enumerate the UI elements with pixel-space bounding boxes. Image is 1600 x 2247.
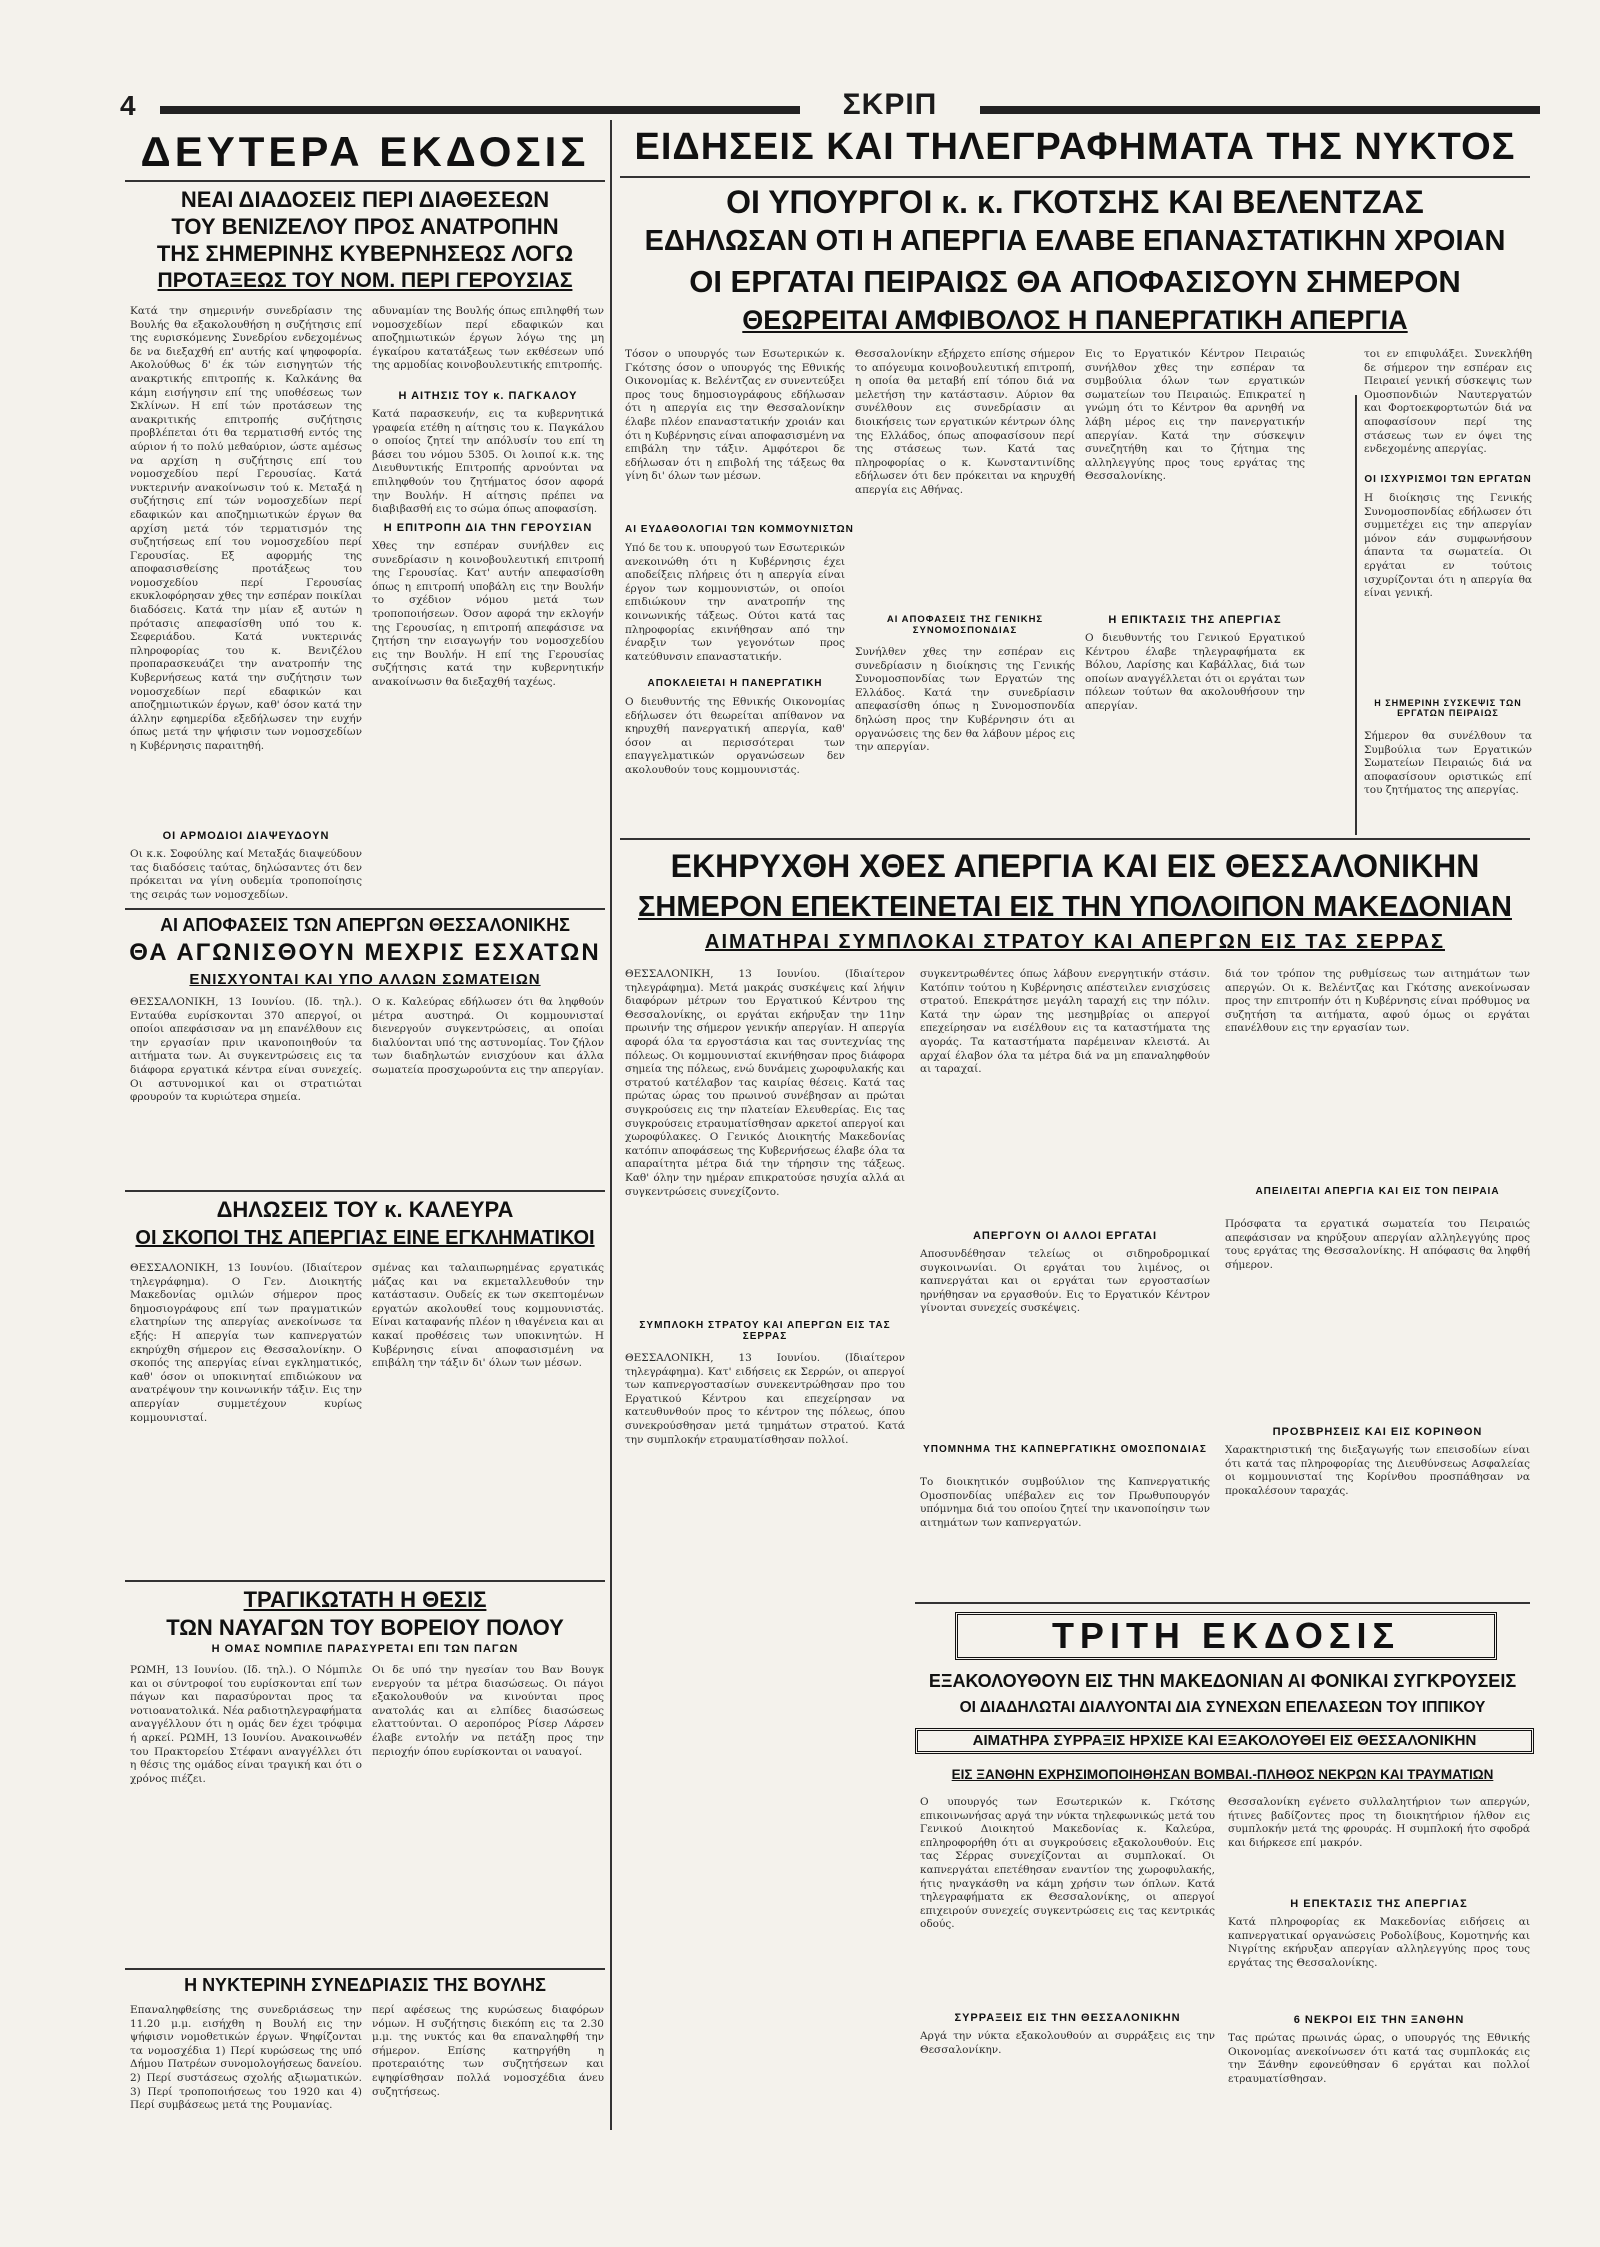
- kalevras-subhead: ΟΙ ΣΚΟΠΟΙ ΤΗΣ ΑΠΕΡΓΙΑΣ ΕΙΝΕ ΕΓΚΛΗΜΑΤΙΚΟΙ: [135, 1227, 595, 1249]
- xanthi-dead-body: Τας πρώτας πρωινάς ώρας, ο υπουργός της Εθνικής Οικονομίας ανεκοίνωσεν ότι κατά τας συμπλοκάς εις την Ξάνθην εφονεύθησαν 6 εργάται και πολλοί ετραυματίσθησαν.: [1228, 2032, 1530, 2085]
- piraeus-headline: ΟΙ ΕΡΓΑΤΑΙ ΠΕΙΡΑΙΩΣ ΘΑ ΑΠΟΦΑΣΙΣΟΥΝ ΣΗΜΕΡΟΝ: [689, 264, 1461, 299]
- second-edition-body-col2: αδυναμίαν της Βουλής όπως επιληφθή των νομοσχεδίων περί εδαφικών και αποζημιωτικών έργων λόγω της μη έγκαίρου κατατάξεως των εκθέσεων υπό της αρμοδίας κοινοβουλευτικής επιτροπής.: [372, 305, 604, 372]
- night-news-body-col3: Εις το Εργατικόν Κέντρον Πειραιώς συνήλθον χθες την εσπέραν τα συμβούλια όλων των εργατικών σωματείων του Πειραιώς. Επικρατεί η γνώμη ότι το Κέντρον θα αρνηθή να λάβη μέρος εις την πανεργατικήν απεργίαν. Κατά την σύσκεψιν συνεζητήθη και το ζήτημα της αλληλεγγύης προς τους εργάτας της Θεσσαλονίκης.: [1085, 348, 1305, 483]
- thessaloniki-body-col1: ΘΕΣΣΑΛΟΝΙΚΗ, 13 Ιουνίου. (Ιδιαίτερον τηλεγράφημα). Μετά μακράς συσκέψεις καί λήψιν διαφόρων μέτρων του Εργατικού Κέντρου της Θεσσαλονίκης, οι εργάται εκήρυξαν την 11ην πρωινήν της σήμερον γενικήν απεργίαν. Η απεργία αφορά όλα τα εργοστάσια και τας συντεχνίας της πόλεως. Οι κομμουνισταί εκινήθησαν προς διάφορα σημεία της πόλεως, ενώ δυνάμεις χωροφυλακής και στρατού κατέλαβον τας καιρίας θέσεις. Κατά τας πρώτας ώρας του πρωινού συνέβησαν αι πρώται συγκρούσεις εις την πλατείαν Ελευθερίας. Εις τας συγκρούσεις ετραυματίσθησαν αρκετοί απεργοί και χωροφύλακες. Ο Γενικός Διοικητής Μακεδονίας κατόπιν αποφάσεως της Κυβερνήσεως έλαβε όλα τα απαραίτητα μέτρα διά την τήρησιν της τάξεως. Καθ' όλην την ημέραν επικρατούσε ησυχία αλλά αι συγκεντρώσεις συνεχίζοντο.: [625, 968, 905, 1198]
- senate-committee-crosshead: Η ΕΠΙΤΡΟΠΗ ΔΙΑ ΤΗΝ ΓΕΡΟΥΣΙΑΝ: [383, 522, 593, 534]
- other-workers-body: Αποσυνδέθησαν τελείως οι σιδηροδρομικαί συγκοινωνίαι. Οι εργάται του λιμένος, οι καπνεργάται και οι εργάται των εργοστασίων ηρνήθησαν να εργασθούν. Εις το Εργατικόν Κέντρον γίνονται συνεχείς συσκέψεις.: [920, 1248, 1210, 1315]
- second-edition-subhead-1: ΝΕΑΙ ΔΙΑΔΟΣΕΙΣ ΠΕΡΙ ΔΙΑΘΕΣΕΩΝ: [180, 187, 550, 212]
- thessaloniki-clash-headline: ΑΙΜΑΤΗΡΑ ΣΥΡΡΑΞΙΣ ΗΡΧΙΣΕ ΚΑΙ ΕΞΑΚΟΛΟΥΘΕΙ ΕΙΣ ΘΕΣΣΑΛΟΝΙΚΗΝ: [972, 1732, 1477, 1749]
- xanthi-headline: ΕΙΣ ΞΑΝΘΗΝ ΕΧΡΗΣΙΜΟΠΟΙΗΘΗΣΑΝ ΒΟΜΒΑΙ.-ΠΛΗΘΟΣ ΝΕΚΡΩΝ ΚΑΙ ΤΡΑΥΜΑΤΙΩΝ: [951, 1767, 1494, 1782]
- masthead-rule-right: [980, 106, 1540, 114]
- ministers-headline: ΟΙ ΥΠΟΥΡΓΟΙ κ. κ. ΓΚΟΤΣΗΣ ΚΑΙ ΒΕΛΕΝΤΖΑΣ: [726, 184, 1424, 220]
- general-strike-headline: ΘΕΩΡΕΙΤΑΙ ΑΜΦΙΒΟΛΟΣ Η ΠΑΝΕΡΓΑΤΙΚΗ ΑΠΕΡΓΙΑ: [742, 305, 1408, 335]
- communists-crosshead: ΑΙ ΕΥΔΑΘΟΛΟΓΙΑΙ ΤΩΝ ΚΟΜΜΟΥΝΙΣΤΩΝ: [625, 524, 854, 535]
- serres-clash-crosshead: ΣΥΜΠΛΟΚΗ ΣΤΡΑΤΟΥ ΚΑΙ ΑΠΕΡΓΩΝ ΕΙΣ ΤΑΣ ΣΕΡΡΑΣ: [639, 1320, 891, 1342]
- strike-extension-crosshead: Η ΕΠΕΚΤΑΣΙΣ ΤΗΣ ΑΠΕΡΓΙΑΣ: [1290, 1898, 1468, 1910]
- polar-subhead: ΤΩΝ ΝΑΥΑΓΩΝ ΤΟΥ ΒΟΡΕΙΟΥ ΠΟΛΟΥ: [166, 1615, 564, 1640]
- communists-body: Υπό δε του κ. υπουργού των Εσωτερικών ανεκοινώθη ότι η Κυβέρνησις έχει αποδείξεις πλήρεις ότι η απεργία είναι έργον των κομμουνιστών, οι οποίοι επιδιώκουν την ανατροπήν της κοινωνικής τάξεως. Ούτοι κατά τας πληροφορίας εκινήθησαν από την έναρξιν των γεγονότων προς κατεύθυνσιν επαναστατικήν.: [625, 542, 845, 663]
- thessaloniki-clash-box: [915, 1728, 1534, 1754]
- night-news-body-col2: Θεσσαλονίκην εξήρχετο επίσης σήμερον το απόγευμα κοινοβουλευτική επιτροπή, η οποία θα μεταβή επί τόπου διά να μελετήση την κατάστασιν. Αύριον θα συνέλθουν εις συνεδρίασιν αι διοικήσεις των εργατικών κέντρων όλης της Ελλάδος, όπως αποφασίσουν περί της στάσεως των. Κατά τας πληροφορίας ο κ. Κωνσταντινίδης εδήλωσεν ότι δεν πρόκειται να κηρυχθή απεργία εις Αθήνας.: [855, 348, 1075, 496]
- thessaloniki-body-col3: διά τον τρόπον της ρυθμίσεως των αιτημάτων των απεργών. Οι κ. Βελέντζας και Γκότσης ανεκοίνωσαν προς την επιτροπήν ότι η Κυβέρνησις είναι πρόθυμος να συζητήση τα αιτήματα, αφού όμως οι εργάται επανέλθουν εις την εργασίαν των.: [1225, 968, 1530, 1035]
- corinth-body: Χαρακτηριστική της διεξαγωγής των επεισοδίων είναι ότι κατά τας πληροφορίας της Διευθύνσεως Ασφαλείας οι κομμουνισταί της Κορίνθου προσπάθησαν να προκαλέσουν ταραχάς.: [1225, 1444, 1530, 1497]
- general-excluded-body: Ο διευθυντής της Εθνικής Οικονομίας εδήλωσεν ότι θεωρείται απίθανον να κηρυχθή πανεργατική απεργία, καθ' όσον αι περισσότεραι των επαγγελματικών οργανώσεων δεν ακολουθούν τους κομμουνιστάς.: [625, 696, 845, 776]
- serres-clashes-headline: ΑΙΜΑΤΗΡΑΙ ΣΥΜΠΛΟΚΑΙ ΣΤΡΑΤΟΥ ΚΑΙ ΑΠΕΡΓΩΝ ΕΙΣ ΤΑΣ ΣΕΡΡΑΣ: [705, 931, 1445, 953]
- parliament-body-col1: Επαναληφθείσης της συνεδριάσεως την 11.20 μ.μ. εισήχθη η Βουλή εις την ψήφισιν νομοθετικών έργων. Ψηφίζονται τα νομοσχέδια 1) Περί κυρώσεως της υπό Δήμου Πατρέων συνομολογήσεως δανείου. 2) Περί συστάσεως σχολής αξιωματικών. 3) Περί τροποποιήσεως του 1920 και 4) Περί συμβάσεως μετά της Ρουμανίας.: [130, 2004, 362, 2112]
- extension-crosshead: Η ΕΠΙΚΤΑΣΙΣ ΤΗΣ ΑΠΕΡΓΙΑΣ: [1108, 614, 1282, 626]
- thessaloniki-body-col2: συγκεντρωθέντες όπως λάβουν ενεργητικήν στάσιν. Κατόπιν τούτου η Κυβέρνησις απέστειλεν ενισχύσεις στρατού. Επεκράτησε μεγάλη ταραχή εις την πόλιν. Κατά την ώραν της μεσημβρίας οι απεργοί επεχείρησαν να εισέλθουν εις τα καταστήματα της αγοράς. Τα καταστήματα παρέμειναν κλειστά. Αι αρχαί έλαβον όλα τα μέτρα διά να μη επαναληφθούν αι ταραχαί.: [920, 968, 1210, 1076]
- pangalos-crosshead: Η ΑΙΤΗΣΙΣ ΤΟΥ κ. ΠΑΓΚΑΛΟΥ: [398, 390, 578, 402]
- piraeus-meeting-body: Σήμερον θα συνέλθουν τα Συμβούλια των Εργατικών Σωματείων Πειραιώς διά να αποφασίσουν οριστικώς επί του ζητήματος της απεργίας.: [1364, 730, 1532, 797]
- strike-decisions-subhead: ΘΑ ΑΓΩΝΙΣΘΟΥΝ ΜΕΧΡΙΣ ΕΣΧΑΤΩΝ: [129, 939, 601, 966]
- strike-decisions-body-col1: ΘΕΣΣΑΛΟΝΙΚΗ, 13 Ιουνίου. (Ιδ. τηλ.). Ενταύθα ευρίσκονται 370 απεργοί, οι οποίοι απεφάσισαν να μη επανέλθουν εις την εργασίαν πριν ικανοποιηθούν τα αιτήματα των. Αι συγκεντρώσεις εις τα διάφορα εργατικά κέντρα είναι συνεχείς. Οι αστυνομικοί και οι στρατιώται φρουρούν τα κυριώτερα σημεία.: [130, 996, 362, 1104]
- second-edition-body-col1: Κατά την σημερινήν συνεδρίασιν της Βουλής θα εξακολουθήση η συζήτησις επί της ευρισκόμενης Συνεδρίου ενδεχομένως δε να διεξαχθή επ' αυτής καί ψηφοφορία. Ακολούθως δ' έκ τών εισηγητών τής ανακρτικής επιτροπής κ. Καλκάνης θα κάμη εισήγησιν επί της υποθέσεως των Σκλίνων. Η επί τών προτάσεων της ανακριτικής επιτροπής συζήτησις προβλέπεται ότι θα τερματισθή εντός της αύριον ή το πολύ μεθαύριον, ώστε αμέσως να αρχίση η συζήτησις επί του νομοσχεδίου περί Γερουσίας. Κατά νυκτερινήν ανακοίνωσιν τού κ. Μεταξά η συζήτησις επί τών νομοσχεδίων περί εδαφικών και αποζημιωτικών έργων θα αρχίση μετά τόν τερματισμόν της συζητήσεως επί του νομοσχεδίου περί Γερουσίας. Εξ αφορμής της αποφασισθείσης προτάξεως του νομοσχεδίου περί Γερουσίας εκυκλοφόρησαν χθες την εσπέραν ποικίλαι διαδόσεις. Κατά την μίαν εξ αυτών η πρότασις απεφασίσθη υπό του κ. Σεφεριάδου. Κατά νυκτερινάς πληροφορίας του κ. Βενιζέλου προπαρασκευάζει την ανατροπήν της Κυβερνήσεως κατά την συζήτησιν των νομοσχεδίων περί εδαφικών και αποζημιωτικών έργων, καθ' όσον κατά την άλλην εφημερίδα εξεδήλωσεν την ευχήν όπως μετά την ψήφισιν των νομοσχεδίων η Κυβέρνησις παραιτηθή.: [130, 305, 362, 752]
- second-edition-subhead-2: ΤΟΥ ΒΕΝΙΖΕΛΟΥ ΠΡΟΣ ΑΝΑΤΡΟΠΗΝ: [171, 214, 559, 239]
- third-edition-body-col2: Θεσσαλονίκη εγένετο συλλαλητήριον των απεργών, ήτινες βαδίζοντες προς τη διοικητήριον ήλθον εις συμπλοκήν μετά της φρουράς. Η συμπλοκή ήτο σφοδρά και διήρκεσε επί μακρόν.: [1228, 1796, 1530, 1849]
- third-edition-title: ΤΡΙΤΗ ΕΚΔΟΣΙΣ: [1051, 1615, 1401, 1656]
- memorandum-crosshead: ΥΠΟΜΝΗΜΑ ΤΗΣ ΚΑΠΝΕΡΓΑΤΙΚΗΣ ΟΜΟΣΠΟΝΔΙΑΣ: [923, 1444, 1207, 1455]
- rule: [125, 908, 605, 910]
- workers-claims-crosshead: ΟΙ ΙΣΧΥΡΙΣΜΟΙ ΤΩΝ ΕΡΓΑΤΩΝ: [1364, 474, 1532, 485]
- kalevras-body-col2: σμένας και ταλαιπωρημένας εργατικάς μάζας και να εκμεταλλευθούν την κατάστασιν. Ουδείς εκ των σκεπτομένων εργατών ακολουθεί τους κομμουνιστάς. Είναι καταφανής πλέον η ιθαγένεια και αι κακαί προθέσεις των υποκινητών. Η Κυβέρνησις είναι αποφασισμένη να επιβάλη την τάξιν δι' όλων των μέσων.: [372, 1262, 604, 1370]
- rule: [125, 1190, 605, 1192]
- third-edition-body-col1: Ο υπουργός των Εσωτερικών κ. Γκότσης επικοινωνήσας αργά την νύκτα τηλεφωνικώς μετά του Γενικού Διοικητού Μακεδονίας κ. Καλεύρα, επληροφορήθη ότι αι συγκρούσεις εξακολουθούν. Εις τας Σέρρας συνεχίζονται αι συμπλοκαί. Οι καπνεργάται επετέθησαν εναντίον της χωροφυλακής, ήτις ηναγκάσθη να κάμη χρήσιν των όπλων. Κατά τηλεγραφήματα εκ Θεσσαλονίκης, οι απεργοί επιχειρούν συνεχείς συγκεντρώσεις εις τας κεντρικάς οδούς.: [920, 1796, 1215, 1931]
- piraeus-meeting-crosshead: Η ΣΗΜΕΡΙΝΗ ΣΥΣΚΕΨΙΣ ΤΩΝ ΕΡΓΑΤΩΝ ΠΕΙΡΑΙΩΣ: [1374, 698, 1522, 718]
- column-divider-center: [1355, 395, 1357, 835]
- second-edition-crosshead-body: Οι κ.κ. Σοφούλης καί Μεταξάς διαψεύδουν τας διαδόσεις ταύτας, δηλώσαντες ότι δεν πρόκειται να γίνη ουδεμία τροποποίησις της σειράς των νομοσχεδίων.: [130, 848, 362, 900]
- kalevras-title: ΔΗΛΩΣΕΙΣ ΤΟΥ κ. ΚΑΛΕΥΡΑ: [216, 1197, 514, 1222]
- polar-body-col1: ΡΩΜΗ, 13 Ιουνίου. (Ιδ. τηλ.). Ο Νόμπιλε και οι σύντροφοί του ευρίσκονται επί των πάγων και παρασύρονται προς τα νοτιοανατολικά. Νέα ραδιοτηλεγραφήματα αναγγέλλουν ότι η ομάς δεν έχει τρόφιμα ή αρκεί. ΡΩΜΗ, 13 Ιουνίου. Ανακοινωθέν του Πρακτορείου Στέφανι αναγγέλλει ότι η θέσις της ομάδος είναι τραγική και ότι ο χρόνος πιέζει.: [130, 1664, 362, 1785]
- strike-decisions-body-col2: Ο κ. Καλεύρας εδήλωσεν ότι θα ληφθούν μέτρα αυστηρά. Οι κομμουνισταί διενεργούν συγκεντρώσεις, αι οποίαι διαλύονται υπό της αστυνομίας. Τον ζήλον των διαδηλωτών ενισχύουν και άλλα σωματεία προσχωρούντα εις την απεργίαν.: [372, 996, 604, 1076]
- thessaloniki-strike-headline: ΕΚΗΡΥΧΘΗ ΧΘΕΣ ΑΠΕΡΓΙΑ ΚΑΙ ΕΙΣ ΘΕΣΣΑΛΟΝΙΚΗΝ: [670, 848, 1480, 884]
- piraeus-threat-body: Πρόσφατα τα εργατικά σωματεία του Πειραιώς απεφάσισαν να κηρύξουν απεργίαν αλληλεγγύης προς τους εργάτας της Θεσσαλονίκης. Η απόφασις θα ληφθή σήμερον.: [1225, 1218, 1530, 1271]
- macedonia-extension-headline: ΣΗΜΕΡΟΝ ΕΠΕΚΤΕΙΝΕΤΑΙ ΕΙΣ ΤΗΝ ΥΠΟΛΟΙΠΟΝ ΜΑΚΕΔΟΝΙΑΝ: [638, 891, 1512, 923]
- strike-decisions-subhead-2: ΕΝΙΣΧΥΟΝΤΑΙ ΚΑΙ ΥΠΟ ΑΛΛΩΝ ΣΩΜΑΤΕΙΩΝ: [189, 971, 541, 988]
- parliament-title: Η ΝΥΚΤΕΡΙΝΗ ΣΥΝΕΔΡΙΑΣΙΣ ΤΗΣ ΒΟΥΛΗΣ: [184, 1975, 546, 1995]
- polar-title: ΤΡΑΓΙΚΩΤΑΤΗ Η ΘΕΣΙΣ: [243, 1587, 487, 1612]
- masthead-rule-left: [160, 106, 800, 114]
- thessaloniki-clashes-body: Αργά την νύκτα εξακολουθούν αι συρράξεις εις την Θεσσαλονίκην.: [920, 2030, 1215, 2056]
- corinth-crosshead: ΠΡΟΣΒΡΗΣΕΙΣ ΚΑΙ ΕΙΣ ΚΟΡΙΝΘΟΝ: [1272, 1426, 1483, 1438]
- second-edition-crosshead: ΟΙ ΑΡΜΟΔΙΟΙ ΔΙΑΨΕΥΔΟΥΝ: [162, 830, 330, 842]
- rule: [620, 838, 1530, 840]
- other-workers-crosshead: ΑΠΕΡΓΟΥΝ ΟΙ ΑΛΛΟΙ ΕΡΓΑΤΑΙ: [972, 1230, 1158, 1242]
- confederation-crosshead: ΑΙ ΑΠΟΦΑΣΕΙΣ ΤΗΣ ΓΕΝΙΚΗΣ ΣΥΝΟΜΟΣΠΟΝΔΙΑΣ: [886, 614, 1044, 636]
- paper-name: ΣΚΡΙΠ: [842, 88, 938, 121]
- polar-subhead-2: Η ΟΜΑΣ ΝΟΜΠΙΛΕ ΠΑΡΑΣΥΡΕΤΑΙ ΕΠΙ ΤΩΝ ΠΑΓΩΝ: [211, 1643, 519, 1655]
- workers-claims-body: Η διοίκησις της Γενικής Συνομοσπονδίας εδήλωσεν ότι συμμετέχει εις την απεργίαν μόνον εάν συμφωνήσουν άπαντα τα σωματεία. Οι εργάται εν τούτοις ισχυρίζονται ότι η απεργία θα είναι γενική.: [1364, 492, 1532, 600]
- xanthi-dead-crosshead: 6 ΝΕΚΡΟΙ ΕΙΣ ΤΗΝ ΞΑΝΘΗΝ: [1293, 2014, 1465, 2026]
- general-excluded-crosshead: ΑΠΟΚΛΕΙΕΤΑΙ Η ΠΑΝΕΡΓΑΤΙΚΗ: [647, 678, 823, 689]
- strike-extension-body: Κατά πληροφορίας εκ Μακεδονίας ειδήσεις αι καπνεργατικαί οργανώσεις Ροδολίβους, Κομοτηνής και Νιγρίτης εκήρυξαν απεργίαν αλληλεγγύης προς τους εργάτας της Θεσσαλονίκης.: [1228, 1916, 1530, 1969]
- polar-body-col2: Οι δε υπό την ηγεσίαν του Βαν Βουγκ ενεργούν τα μέτρα διασώσεως. Οι πάγοι εξακολουθούν να κινούνται προς ανατολάς και αι ελπίδες διασώσεως ελαττούνται. Ο αεροπόρος Ρίσερ Λάρσεν έλαβε εντολήν να πετάξη προς την περιοχήν όπου ευρίσκονται οι ναυαγοί.: [372, 1664, 604, 1758]
- rule: [620, 176, 1530, 178]
- kalevras-body-col1: ΘΕΣΣΑΛΟΝΙΚΗ, 13 Ιουνίου. (Ιδιαίτερον τηλεγράφημα). Ο Γεν. Διοικητής Μακεδονίας ομιλών σήμερον προς δημοσιογράφους επί των πραγματικών ελατηρίων της απεργίας ανεκοίνωσε τα εξής: Η απεργία των καπνεργατών εκηρύχθη σήμερον εις Θεσσαλονίκην. Ο σκοπός της απεργίας είναι εγκληματικός, καθ' όσον οι υποκινηταί επιδιώκουν να ανατρέψουν την κοινωνικήν τάξιν. Εις την απεργίαν συμμετέχουν κυρίως κομμουνισταί.: [130, 1262, 362, 1424]
- macedonia-clashes-headline: ΕΞΑΚΟΛΟΥΘΟΥΝ ΕΙΣ ΤΗΝ ΜΑΚΕΔΟΝΙΑΝ ΑΙ ΦΟΝΙΚΑΙ ΣΥΓΚΡΟΥΣΕΙΣ: [928, 1671, 1517, 1691]
- column-divider-left: [610, 120, 612, 2130]
- thessaloniki-clashes-crosshead: ΣΥΡΡΑΞΕΙΣ ΕΙΣ ΤΗΝ ΘΕΣΣΑΛΟΝΙΚΗΝ: [954, 2012, 1181, 2024]
- second-edition-title: ΔΕΥΤΕΡΑ ΕΚΔΟΣΙΣ: [140, 128, 590, 175]
- extension-body: Ο διευθυντής του Γενικού Εργατικού Κέντρου έλαβε τηλεγραφήματα εκ Βόλου, Λαρίσης και Καβάλλας, διά των οποίων αναγγέλλεται ότι οι εργάται των πόλεων τούτων θα ακολουθήσουν την απεργίαν.: [1085, 632, 1305, 712]
- rule: [125, 1580, 605, 1582]
- strike-decisions-title: ΑΙ ΑΠΟΦΑΣΕΙΣ ΤΩΝ ΑΠΕΡΓΩΝ ΘΕΣΣΑΛΟΝΙΚΗΣ: [160, 915, 570, 935]
- night-news-body-col4: τοι εν επιφυλάξει. Συνεκλήθη δε σήμερον την εσπέραν εις Πειραιεί γενική σύσκεψις των Ομοσπονδιών Ναυτεργατών και Φορτοεκφορτωτών διά να αποφασίσουν περί της στάσεως των εν όψει της ενδεχομένης απεργίας.: [1364, 348, 1532, 456]
- night-news-body-col1: Τόσον ο υπουργός των Εσωτερικών κ. Γκότσης όσον ο υπουργός της Εθνικής Οικονομίας κ. Βελέντζας εν συνεντεύξει προς τους δημοσιογράφους εδήλωσαν ότι η απεργία εις την Θεσσαλονίκην έλαβε πλέον επαναστατικήν χροιάν και ότι η Κυβέρνησις είναι αποφασισμένη να επιβάλη την τάξιν. Αμφότεροι δε εδήλωσαν ότι η επιβολή της τάξεως θα γίνη δι' όλων των μέσων.: [625, 348, 845, 483]
- cavalry-headline: ΟΙ ΔΙΑΔΗΛΩΤΑΙ ΔΙΑΛΥΟΝΤΑΙ ΔΙΑ ΣΥΝΕΧΩΝ ΕΠΕΛΑΣΕΩΝ ΤΟΥ ΙΠΠΙΚΟΥ: [959, 1699, 1486, 1716]
- second-edition-subhead-3: ΤΗΣ ΣΗΜΕΡΙΝΗΣ ΚΥΒΕΡΝΗΣΕΩΣ ΛΟΓΩ: [156, 241, 574, 266]
- serres-clash-body: ΘΕΣΣΑΛΟΝΙΚΗ, 13 Ιουνίου. (Ιδιαίτερον τηλεγράφημα). Κατ' ειδήσεις εκ Σερρών, οι απεργοί των καπνεργοστασίων συνεκεντρώθησαν προ του Εργατικού Κέντρου και επεχείρησαν να κατευθυνθούν προς το κέντρον της πόλεως, όπου συνεκρούσθησαν μετά τμημάτων στρατού. Κατά την συμπλοκήν ετραυματίσθησαν πολλοί.: [625, 1352, 905, 1446]
- third-edition-box: [955, 1612, 1497, 1660]
- parliament-body-col2: περί αφέσεως της κυρώσεως διαφόρων νόμων. Η συζήτησις διεκόπη εις τα 2.30 μ.μ. της νυκτός και θα επαναληφθή την σήμερον. Επίσης κατηργήθη η προτεραιότης των συζητήσεων και εψηφίσθησαν πολλά νομοσχέδια άνευ συζητήσεως.: [372, 2004, 604, 2098]
- memorandum-body: Το διοικητικόν συμβούλιον της Καπνεργατικής Ομοσπονδίας υπέβαλεν εις τον Πρωθυπουργόν υπόμνημα διά του οποίου ζητεί την ικανοποίησιν των αιτημάτων των καπνεργατών.: [920, 1476, 1210, 1529]
- masthead: [120, 88, 1540, 128]
- rule: [125, 180, 605, 182]
- page-number: 4: [120, 90, 136, 121]
- piraeus-threat-crosshead: ΑΠΕΙΛΕΙΤΑΙ ΑΠΕΡΓΙΑ ΚΑΙ ΕΙΣ ΤΟΝ ΠΕΙΡΑΙΑ: [1255, 1186, 1500, 1197]
- confederation-body: Συνήλθεν χθες την εσπέραν εις συνεδρίασιν η διοίκησις της Γενικής Συνομοσπονδίας των Εργατών της Ελλάδος. Κατά την συνεδρίασιν απεφασίσθη όπως η Συνομοσπονδία δηλώση προς την Κυβέρνησιν ότι αι οργανώσεις της δεν θα λάβουν μέρος εις την απεργίαν.: [855, 646, 1075, 754]
- second-edition-subhead-4: ΠΡΟΤΑΞΕΩΣ ΤΟΥ ΝΟΜ. ΠΕΡΙ ΓΕΡΟΥΣΙΑΣ: [157, 269, 573, 292]
- night-news-banner: ΕΙΔΗΣΕΙΣ ΚΑΙ ΤΗΛΕΓΡΑΦΗΜΑΤΑ ΤΗΣ ΝΥΚΤΟΣ: [634, 126, 1516, 168]
- rule: [125, 1968, 605, 1970]
- rule: [915, 1602, 1530, 1604]
- revolutionary-headline: ΕΔΗΛΩΣΑΝ ΟΤΙ Η ΑΠΕΡΓΙΑ ΕΛΑΒΕ ΕΠΑΝΑΣΤΑΤΙΚΗΝ ΧΡΟΙΑΝ: [644, 225, 1506, 257]
- senate-committee-body: Χθες την εσπέραν συνήλθεν εις συνεδρίασιν η κοινοβουλευτική επιτροπή της Γερουσίας. Κατ' αυτήν απεφασίσθη όπως η επιτροπή υποβάλη εις την Βουλήν το σχέδιον νόμου μετά των τροποποιήσεων. Όσον αφορά την εκλογήν της Γερουσίας, η επιτροπή απεφάσισε να ζητήση την εισαγωγήν του νομοσχεδίου εις την Βουλήν. Η επί της Γερουσίας συζήτησις κατά την κυβερνητικήν ανακοίνωσιν θα διεξαχθή ταχέως.: [372, 540, 604, 688]
- pangalos-body: Κατά παρασκευήν, εις τα κυβερνητικά γραφεία ετέθη η αίτησις του κ. Παγκάλου ο οποίος ζητεί την απόλυσίν του επί τη βάσει του νόμου 5305. Οι λοιποί κ.κ. της Διευθυντικής Επιτροπής αρνούνται να επιληφθούν του ζητήματος όσον αφορά την Βουλήν. Η αίτησις πρέπει να διαβιβασθή εις το σώμα όπως αποφασίση.: [372, 408, 604, 516]
